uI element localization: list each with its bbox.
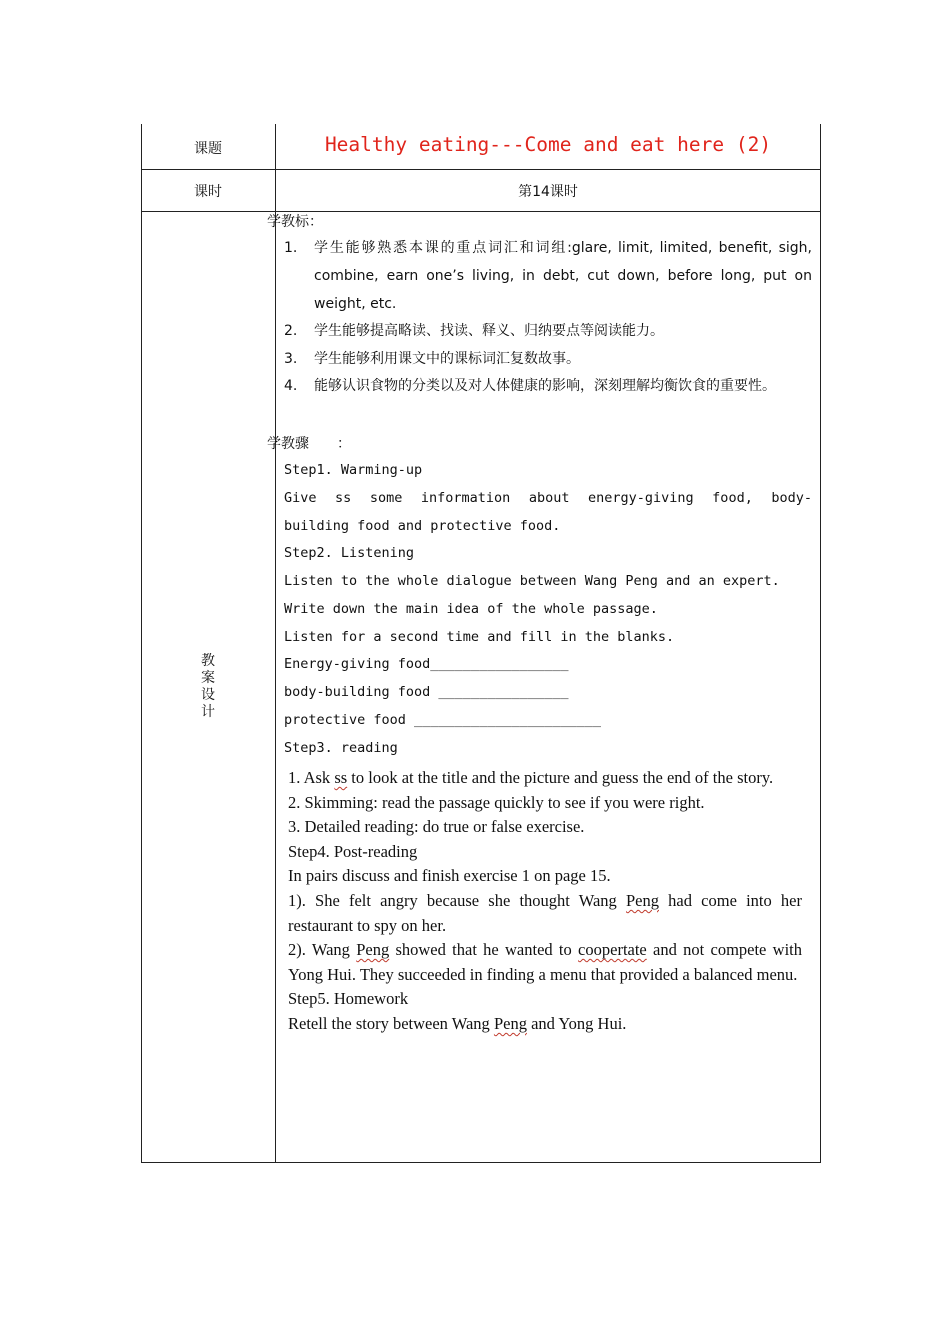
design-label-char: 计 [201, 704, 215, 720]
step2-line: Listen for a second time and fill in the blanks. [284, 629, 675, 645]
objective-text: 学生能够提高略读、找读、释义、归纳要点等阅读能力。 [314, 323, 664, 339]
objective-text: 学生能够利用课文中的课标词汇复数故事。 [314, 351, 580, 367]
spellcheck-word: ss [334, 768, 348, 787]
row-divider-2 [141, 211, 821, 212]
step1-title: Step1. Warming-up [284, 462, 423, 478]
period-value: 第14课时 [518, 184, 578, 200]
text-run: to look at the title and the picture and guess the end of the story. [347, 768, 774, 787]
objective-number: 4. [284, 378, 298, 394]
text-run: had come into her restaurant to spy on her. [288, 890, 802, 935]
design-label [199, 653, 217, 721]
lesson-title: Healthy eating---Come and eat here (2) [324, 133, 772, 156]
objective-item [284, 345, 812, 373]
step2-title: Step2. Listening [284, 545, 415, 561]
objective-item [284, 234, 812, 318]
step4-title: Step4. Post-reading [288, 841, 418, 861]
answer-2 [288, 938, 802, 987]
step4-line: In pairs discuss and finish exercise 1 on page 15. [288, 866, 611, 886]
spellcheck-word: Peng [356, 940, 390, 960]
text-run: showed that he wanted to [389, 940, 579, 960]
step2-line: Listen to the whole dialogue between Wang Peng and an expert. [284, 573, 780, 589]
row-divider-1 [141, 169, 821, 170]
table-right-border [820, 124, 821, 1163]
objective-number: 2. [284, 323, 298, 339]
procedure-heading-text: 学教骤 [267, 436, 309, 452]
objective-number: 1. [284, 240, 298, 256]
procedure-heading-mark: ： [337, 436, 351, 452]
design-label-char: 案 [201, 670, 215, 686]
reading-item-2: 2. Skimming: read the passage quickly to see if you were right. [288, 792, 705, 812]
step5-title: Step5. Homework [288, 989, 409, 1009]
blank-protective: protective food _______________________ [284, 712, 601, 728]
spellcheck-word: coopertate [578, 940, 647, 960]
reading-item-1 [288, 766, 802, 791]
objective-text: 能够认识食物的分类以及对人体健康的影响，深刻理解均衡饮食的重要性。 [314, 378, 776, 394]
design-label-char: 教 [201, 653, 215, 669]
text-run: and not compete with Yong Hui. They succeeded in finding a menu that provided a balanced menu. [288, 940, 802, 984]
step1-line: Give ss some information about energy-giving food, body- [284, 490, 812, 506]
reading-item-3: 3. Detailed reading: do true or false exercise. [288, 817, 585, 837]
step1-line: building food and protective food. [284, 518, 561, 534]
objective-item [284, 372, 812, 400]
reading-steps [288, 766, 802, 1037]
spellcheck-word: Peng [626, 890, 659, 910]
table-bottom-border [141, 1162, 821, 1163]
design-label-char: 设 [201, 687, 215, 703]
procedure-heading [267, 433, 351, 453]
topic-label: 课题 [194, 141, 222, 157]
blank-energy-giving: Energy-giving food_________________ [284, 656, 569, 672]
objective-item [284, 317, 812, 345]
objectives-heading: 学教标： [267, 214, 323, 230]
step3-title: Step3. reading [284, 740, 398, 756]
step2-line: Write down the main idea of the whole passage. [284, 601, 658, 617]
table-left-border [141, 124, 142, 1163]
text-run: 2). Wang [288, 940, 357, 960]
period-label: 课时 [194, 184, 222, 200]
objective-number: 3. [284, 351, 298, 367]
text-run: 1). She felt angry because she thought Wang [288, 890, 626, 910]
spellcheck-word: Peng [493, 1013, 527, 1033]
text-run: 1. Ask [288, 768, 335, 787]
objective-text: 学生能够熟悉本课的重点词汇和词组:glare, limit, limited, benefit, sigh, combine, earn one’s living, in debt, cut down, before long, put on weight, etc. [314, 240, 812, 312]
answer-1 [288, 889, 802, 938]
homework-line [288, 1012, 802, 1037]
text-run: and Yong Hui. [526, 1013, 627, 1033]
blank-body-building: body-building food ________________ [284, 684, 569, 700]
text-run: Retell the story between Wang [288, 1013, 494, 1033]
table-column-divider [275, 124, 276, 1163]
